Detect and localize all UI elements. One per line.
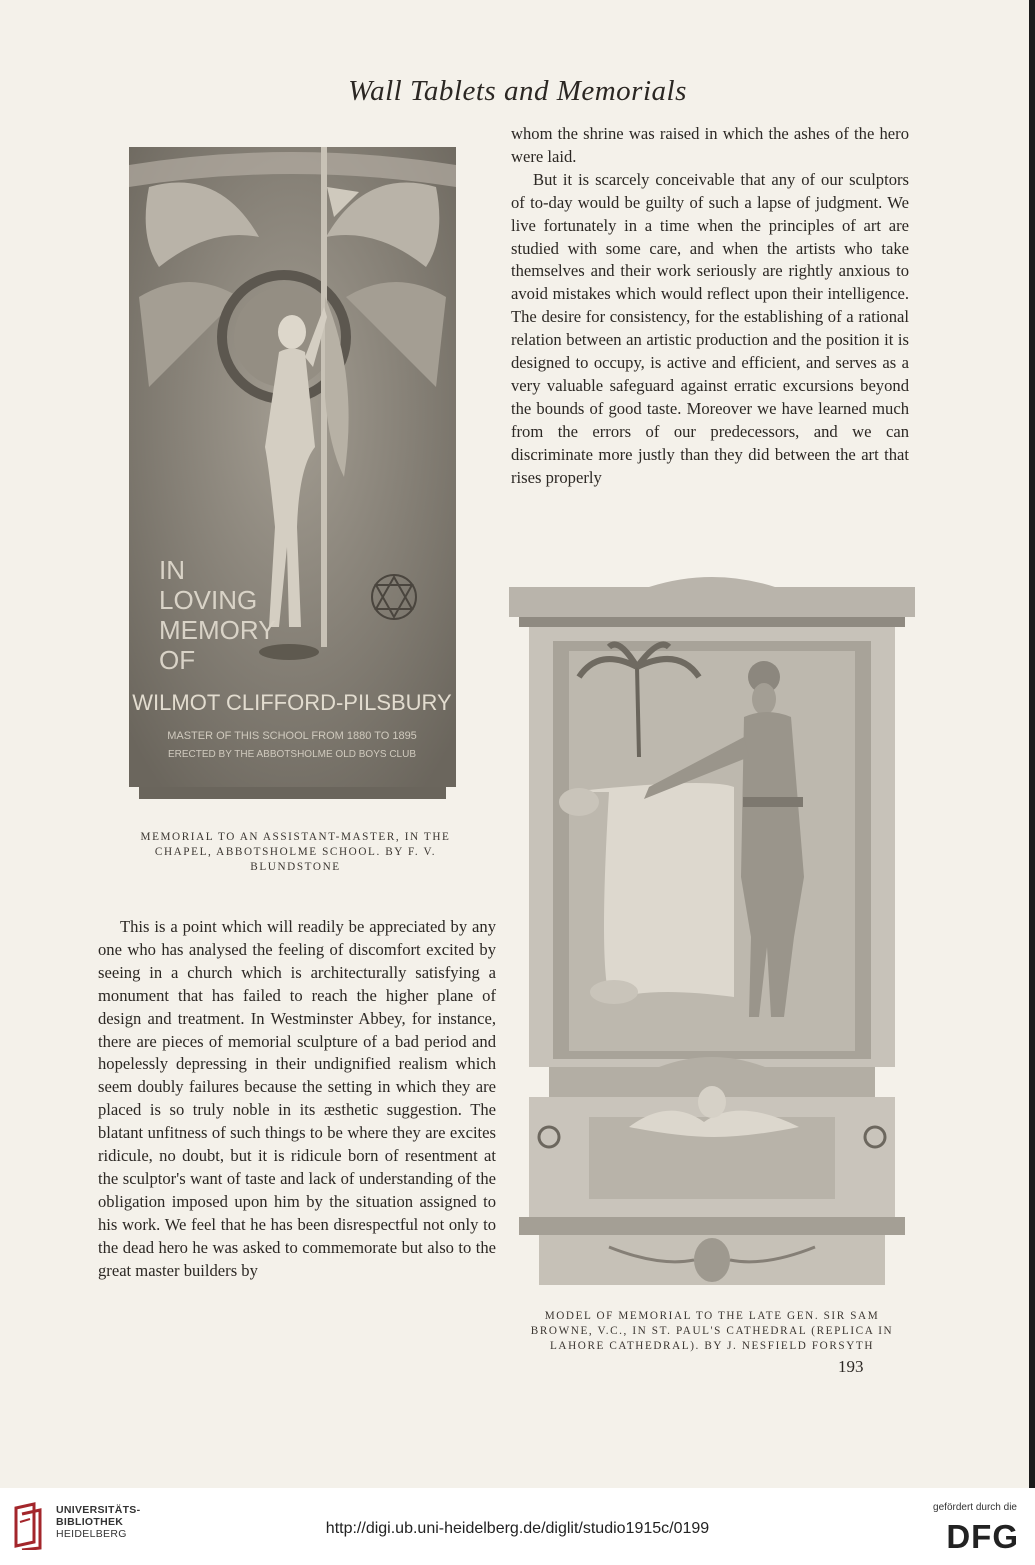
memorial-model-drawing: [509, 577, 915, 1293]
inscription-name: WILMOT CLIFFORD-PILSBURY: [132, 690, 452, 715]
right-column-text: [511, 123, 909, 490]
permalink-url[interactable]: http://digi.ub.uni-heidelberg.de/diglit/studio1915c/0199: [325, 1520, 710, 1537]
inscription-line: LOVING: [159, 585, 258, 615]
inscription-subline: ERECTED BY THE ABBOTSHOLME OLD BOYS CLUB: [167, 749, 417, 760]
figure-caption-abbotsholme: MEMORIAL TO AN ASSISTANT-MASTER, IN THE CHAPEL, ABBOTSHOLME SCHOOL. BY F. V. BLUNDSTONE: [140, 831, 451, 873]
figure-caption-sam-browne: MODEL OF MEMORIAL TO THE LATE GEN. SIR SAM BROWNE, V.C., IN ST. PAUL'S CATHEDRAL (REPLICA IN LAHORE CATHEDRAL). BY J. NESFIELD FORSYTH: [530, 1310, 894, 1352]
library-name-line: UNIVERSITÄTS-: [56, 1504, 141, 1516]
memorial-relief-drawing: [129, 147, 456, 807]
library-name-line: HEIDELBERG: [56, 1528, 127, 1540]
paragraph: But it is scarcely conceivable that any of our sculptors of to-day would be guilty of such a lapse of judgment. We live fortunately in a time when the principles of art are studied with some care, and when the artists who take themselves and their work seriously are rightly anxious to avoid mistakes which would reflect upon their intelligence. The desire for consistency, for the establishing of a rational relation between an artistic production and the position it is designed to occupy, is active and efficient, and serves as a very valuable safeguard against erratic excursions beyond the bounds of good taste. Moreover we have learned much from the errors of our predecessors, and we can discriminate more justly than they did between the art that rises properly: [511, 169, 909, 487]
library-name-line: BIBLIOTHEK: [56, 1516, 124, 1528]
inscription-line: MEMORY: [159, 615, 276, 645]
inscription-line: IN: [159, 555, 185, 585]
memorial-photo-sam-browne: [509, 577, 915, 1293]
running-title: Wall Tablets and Memorials: [348, 75, 687, 107]
dfg-logo: DFG: [946, 1518, 1019, 1555]
paragraph: This is a point which will readily be appreciated by any one who has analysed the feeling of discomfort excited by seeing in a church which is architecturally satisfying a monument that has failed to reach the higher plane of design and treatment. In Westminster Abbey, for instance, there are pieces of memorial sculpture of a bad period and hopelessly depressing in their undignified realism which seem doubly failures because the setting in which they are placed is so truly noble in its æsthetic suggestion. The blatant unfitness of such things to be where they are excites ridicule, no doubt, but it is ridicule born of resentment at the sculptor's want of taste and lack of understanding of the obligation imposed upon him by the situation assigned to his work. We feel that he has been disrespectful not only to the dead hero he was asked to commemorate but also to the great master builders by: [98, 917, 496, 1280]
digitization-footer: [0, 1488, 1035, 1565]
memorial-photo-abbotsholme: [129, 147, 456, 807]
funded-by-label: gefördert durch die: [933, 1502, 1017, 1513]
inscription-subline: MASTER OF THIS SCHOOL FROM 1880 TO 1895: [167, 730, 417, 742]
inscription-line: OF: [159, 645, 196, 675]
page-number: 193: [838, 1357, 864, 1376]
left-column-text: [98, 916, 496, 1283]
paragraph: whom the shrine was raised in which the ashes of the hero were laid.: [511, 124, 909, 166]
